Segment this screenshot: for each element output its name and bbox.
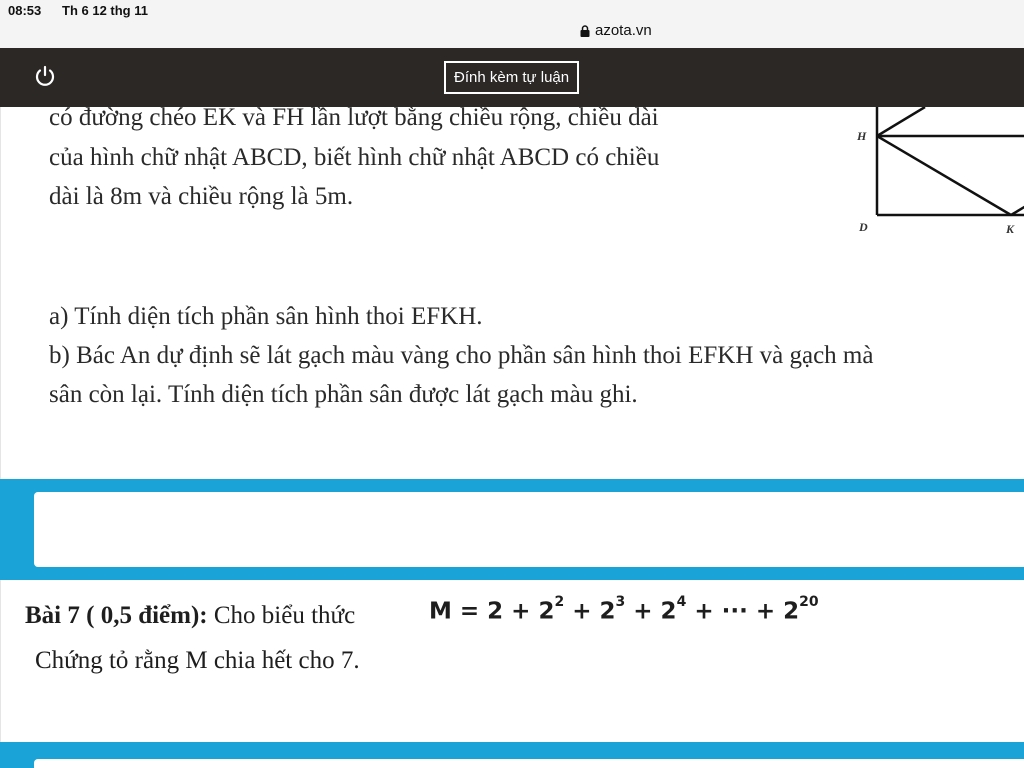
label-d: D [859,220,868,234]
exponent: 2 [554,594,565,610]
url-display[interactable] [580,22,652,39]
question-image [0,107,1024,479]
question-7-title [25,602,355,630]
app-header [0,48,1024,107]
formula-part: + 2 [564,598,616,625]
lock-icon [580,25,590,37]
part-b-line2: sân còn lại. Tính diện tích phần sân được lát gạch màu ghi. [49,381,638,408]
next-answer-input[interactable] [34,759,1024,768]
part-a: a) Tính diện tích phần sân hình thoi EFKH. [49,303,483,330]
answer-section [0,479,1024,580]
question-7-task: Chứng tỏ rằng M chia hết cho 7. [35,647,360,674]
power-icon[interactable] [32,63,58,89]
attach-essay-button[interactable]: Đính kèm tự luận [444,61,579,94]
rhombus-figure [841,107,1024,242]
question-line: dài là 8m và chiều rộng là 5m. [49,183,354,210]
answer-input[interactable] [34,492,1024,567]
exponent: 3 [615,594,626,610]
exponent: 4 [676,594,687,610]
formula-part: + 2 [625,598,677,625]
browser-url-bar[interactable] [0,18,1024,48]
next-answer-section [0,742,1024,768]
part-b-line1: b) Bác An dự định sẽ lát gạch màu vàng cho phần sân hình thoi EFKH và gạch mà [49,342,874,369]
formula-part: + ··· + 2 [686,598,800,625]
formula-part: M = 2 + 2 [429,598,555,625]
exponent: 20 [799,594,819,610]
url-text: azota.vn [595,22,652,39]
status-date: Th 6 12 thg 11 [62,3,148,18]
question-line: có đường chéo EK và FH lần lượt bằng chiều rộng, chiều dài [49,107,659,131]
expression-m [429,594,819,625]
question-7-intro: Cho biểu thức [207,602,356,629]
label-h: H [857,129,867,143]
label-k: K [1006,222,1015,236]
status-time: 08:53 [8,3,42,18]
question-7 [0,580,1024,742]
question-line: của hình chữ nhật ABCD, biết hình chữ nhật ABCD có chiều [49,144,660,171]
question-7-label: Bài 7 ( 0,5 điểm): [25,602,208,629]
